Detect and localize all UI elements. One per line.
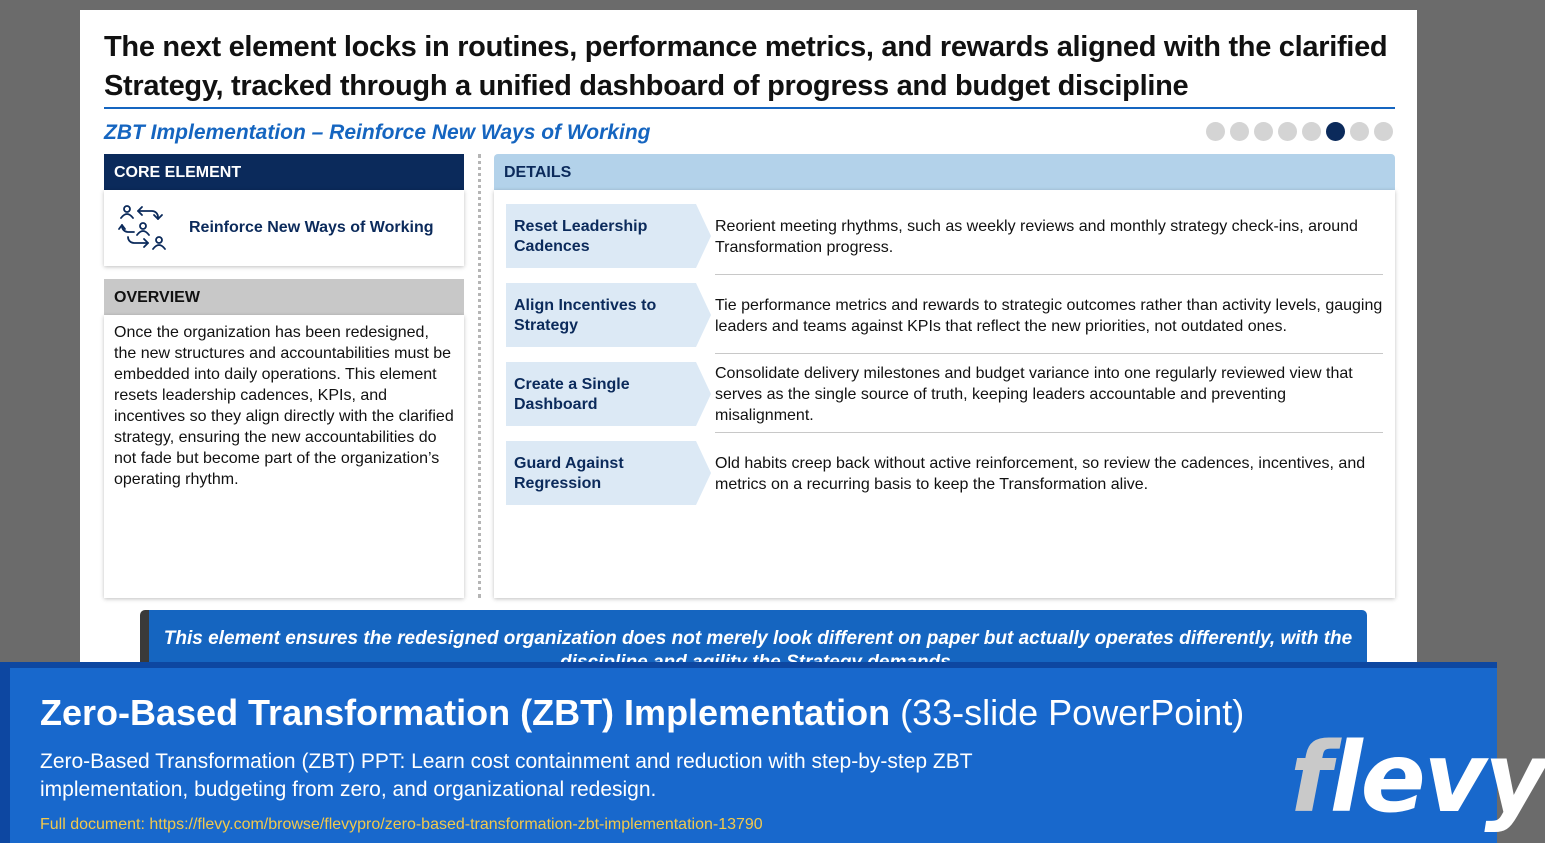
detail-row xyxy=(506,441,1383,505)
core-element-card xyxy=(104,190,464,266)
detail-row xyxy=(506,204,1383,268)
document-title xyxy=(40,692,1244,734)
details-panel xyxy=(494,190,1395,598)
progress-dot xyxy=(1206,122,1225,141)
document-link[interactable]: Full document: https://flevy.com/browse/flevypro/zero-based-transformation-zbt-implementation-13790 xyxy=(40,816,763,833)
progress-dot xyxy=(1302,122,1321,141)
people-cycle-icon xyxy=(118,202,168,252)
progress-dot xyxy=(1254,122,1273,141)
detail-label: Create a Single Dashboard xyxy=(514,376,630,413)
detail-text: Consolidate delivery milestones and budget variance into one regularly reviewed view that serves as the single source of truth, keeping leaders accountable and preventing misalignment. xyxy=(715,365,1353,424)
slide-subtitle: ZBT Implementation – Reinforce New Ways of Working xyxy=(104,121,651,144)
detail-text: Tie performance metrics and rewards to strategic outcomes rather than activity levels, gauging leaders and teams against KPIs that reflect the new priorities, not outdated ones. xyxy=(715,297,1383,335)
detail-separator xyxy=(715,353,1383,354)
progress-dot xyxy=(1350,122,1369,141)
overview-text: Once the organization has been redesigned, the new structures and accountabilities must be embedded into daily operations. This element resets leadership cadences, KPIs, and incentives so they align directly with the clarified strategy, ensuring the new accountabilities do not fade but become part of the organization’s operating rhythm. xyxy=(104,315,464,598)
detail-label: Align Incentives to Strategy xyxy=(514,297,657,334)
detail-row xyxy=(506,283,1383,347)
slide-title: The next element locks in routines, performance metrics, and rewards aligned with the clarified Strategy, tracked through a unified dashboard of progress and budget discipline xyxy=(104,31,1388,102)
detail-label: Guard Against Regression xyxy=(514,455,624,492)
title-divider xyxy=(104,107,1395,109)
detail-text: Reorient meeting rhythms, such as weekly reviews and monthly strategy check-ins, around Transformation progress. xyxy=(715,218,1358,256)
overview-header: OVERVIEW xyxy=(104,279,464,315)
progress-dot xyxy=(1278,122,1297,141)
core-element-label: Reinforce New Ways of Working xyxy=(189,219,434,236)
document-title-light: (33-slide PowerPoint) xyxy=(900,692,1245,733)
detail-text: Old habits creep back without active reinforcement, so review the cadences, incentives, and metrics on a recurring basis to keep the Transformation alive. xyxy=(715,455,1366,493)
slide xyxy=(80,10,1417,690)
footer-panel xyxy=(10,668,1545,843)
flevy-logo: flevy xyxy=(1290,722,1545,834)
detail-separator xyxy=(715,274,1383,275)
document-description: Zero-Based Transformation (ZBT) PPT: Learn cost containment and reduction with step-by-step ZBT implementation, budgeting from zero, and organizational redesign. xyxy=(40,750,973,801)
progress-dots xyxy=(1206,122,1393,141)
progress-dot xyxy=(1374,122,1393,141)
details-header: DETAILS xyxy=(494,154,1395,190)
detail-separator xyxy=(715,432,1383,433)
document-title-bold: Zero-Based Transformation (ZBT) Implementation xyxy=(40,692,891,733)
detail-label: Reset Leadership Cadences xyxy=(514,218,648,255)
detail-row xyxy=(506,362,1383,426)
progress-dot-current xyxy=(1326,122,1345,141)
progress-dot xyxy=(1230,122,1249,141)
callout-banner: This element ensures the redesigned organization does not merely look different on paper but actually operates differently, with the xyxy=(140,610,1367,700)
footer-banner xyxy=(0,662,1545,843)
column-divider xyxy=(478,154,481,598)
core-element-header: CORE ELEMENT xyxy=(104,154,464,190)
